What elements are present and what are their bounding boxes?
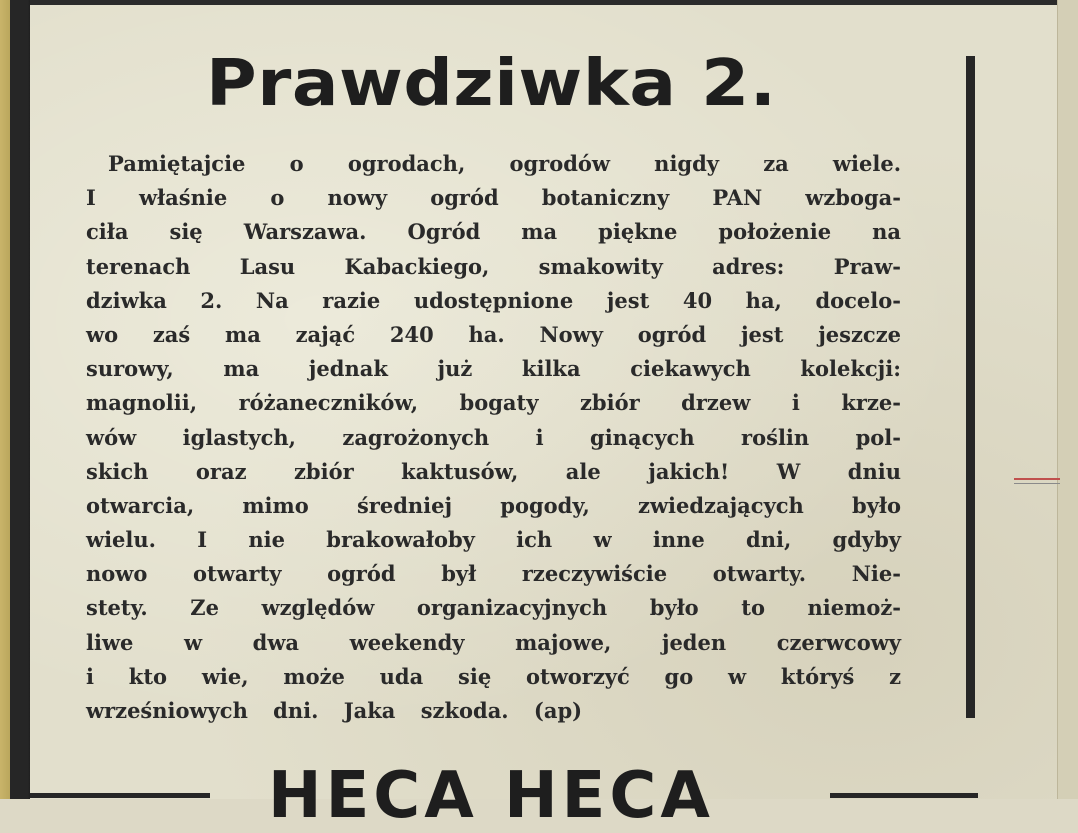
red-margin-mark (1014, 478, 1060, 480)
article-line: ciła się Warszawa. Ogród ma piękne położenie na (86, 219, 901, 245)
article-title: Prawdziwka 2. (206, 47, 777, 121)
article-line: skich oraz zbiór kaktusów, ale jakich! W dniu (86, 458, 901, 484)
article-line: wrześniowych dni. Jaka szkoda. (ap) (86, 698, 583, 723)
article-line: liwe w dwa weekendy majowe, jeden czerwcowy (86, 629, 901, 655)
article-last-line (86, 694, 901, 728)
article-line: nowo otwarty ogród był rzeczywiście otwarty. Nie- (86, 561, 901, 587)
article-body (86, 147, 901, 728)
bottom-right-rule (830, 793, 978, 798)
article-line: Pamiętajcie o ogrodach, ogrodów nigdy za wiele. (108, 151, 901, 176)
article-line: I właśnie o nowy ogród botaniczny PAN wzboga- (86, 185, 901, 211)
right-column-rule (966, 56, 975, 718)
article-line: stety. Ze względów organizacyjnych było to niemoż- (86, 595, 901, 621)
article-line: wów iglastych, zagrożonych i ginących roślin pol- (86, 424, 901, 450)
article-line: wielu. I nie brakowałoby ich w inne dni, gdyby (86, 527, 901, 553)
article-line: i kto wie, może uda się otworzyć go w któryś z (86, 663, 901, 689)
article-line: wo zaś ma zająć 240 ha. Nowy ogród jest jeszcze (86, 321, 901, 347)
left-border-rule (10, 0, 28, 799)
article-line: magnolii, różaneczników, bogaty zbiór drzew i krze- (86, 390, 901, 416)
right-edge-margin (1057, 0, 1078, 799)
top-border-rule (0, 0, 1078, 5)
article-line: surowy, ma jednak już kilka ciekawych kolekcji: (86, 356, 901, 382)
next-article-heading: HECA HECA (268, 759, 714, 833)
bottom-left-rule (30, 793, 210, 798)
article-line: terenach Lasu Kabackiego, smakowity adres: Praw- (86, 253, 901, 279)
grey-margin-mark (1014, 483, 1060, 484)
article-line: otwarcia, mimo średniej pogody, zwiedzających było (86, 492, 901, 518)
article-line: dziwka 2. Na razie udostępnione jest 40 ha, docelo- (86, 287, 901, 313)
